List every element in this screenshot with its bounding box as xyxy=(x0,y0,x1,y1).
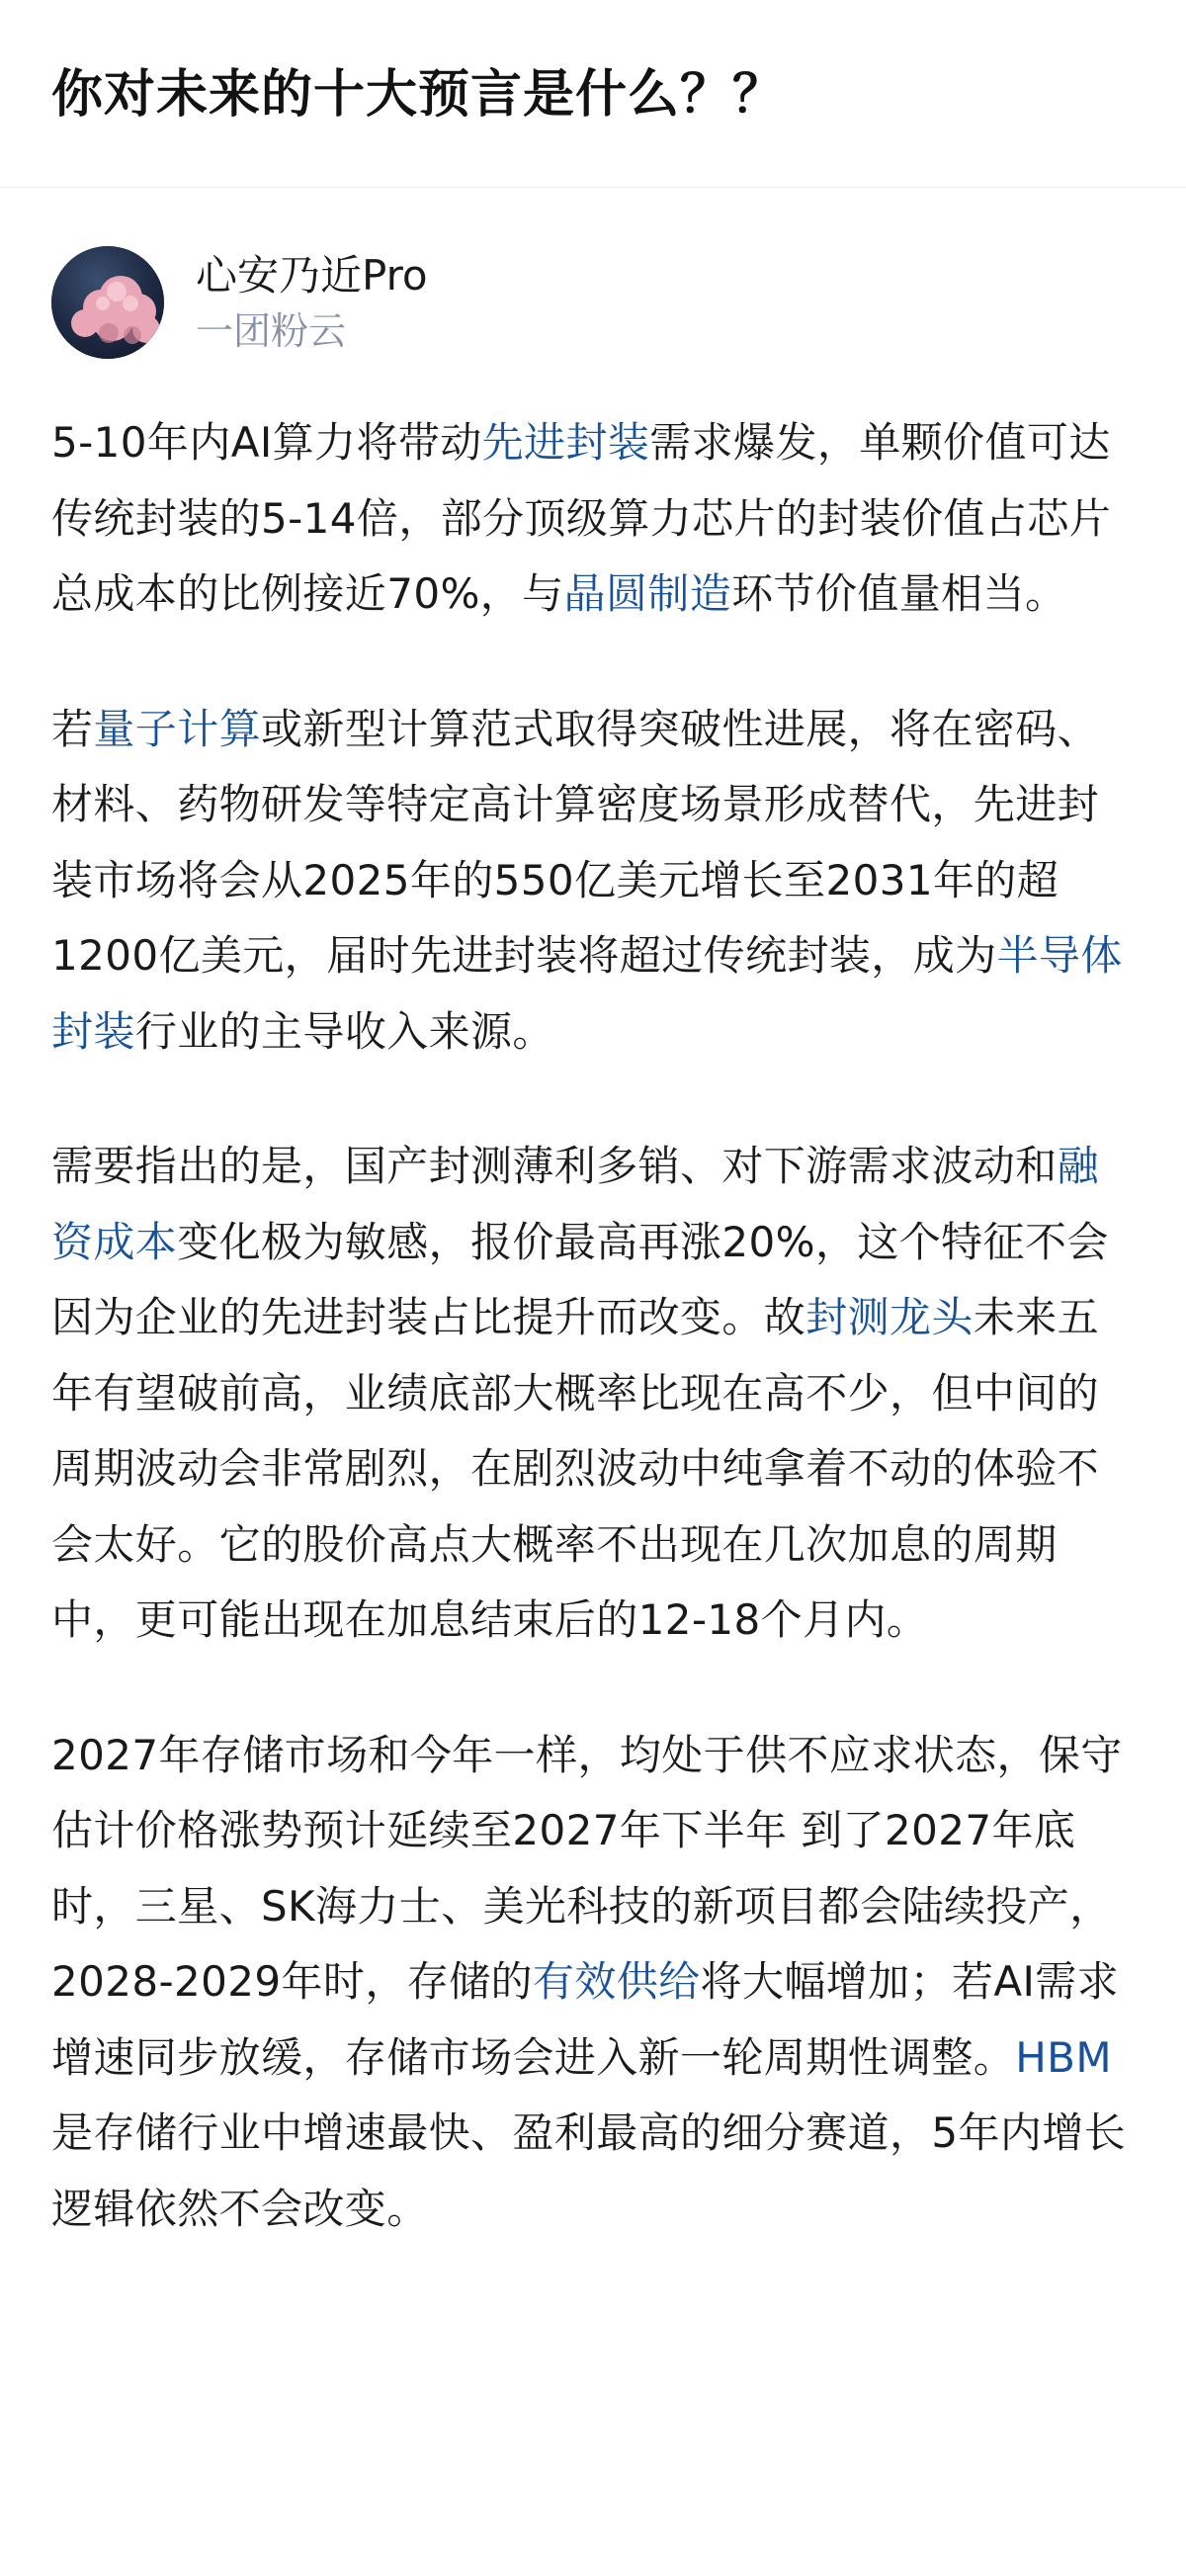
keyword-link[interactable]: 先进封装 xyxy=(481,418,650,467)
paragraph-text: 环节价值量相当。 xyxy=(731,569,1067,618)
keyword-link[interactable]: 半导体封装 xyxy=(51,931,1123,1056)
keyword-link[interactable]: 有效供给 xyxy=(532,1957,701,2006)
author-bio: 一团粉云 xyxy=(196,309,347,353)
keyword-link[interactable]: 量子计算 xyxy=(93,704,262,753)
paragraph-text: 若 xyxy=(51,704,94,753)
keyword-link[interactable]: 封测龙头 xyxy=(805,1293,974,1341)
paragraph-text: 行业的主导收入来源。 xyxy=(134,1006,554,1056)
keyword-link[interactable]: HBM xyxy=(1015,2032,1113,2082)
paragraph-text: 变化极为敏感，报价最高再涨20%，这个特征不会因为企业的先进封装占比提升而改变。故 xyxy=(51,1217,1109,1341)
author-name[interactable]: 心安乃近Pro xyxy=(196,251,428,300)
question-header xyxy=(0,0,1186,188)
paragraph-text: 5-10年内AI算力将带动 xyxy=(51,418,482,467)
paragraph-text: 未来五年有望破前高，业绩底部大概率比现在高不少，但中间的周期波动会非常剧烈，在剧烈波动中纯拿着不动的体验不会太好。它的股价高点大概率不出现在几次加息的周期中，更可能出现在加息结束后的12-18个月内。 xyxy=(51,1293,1100,1644)
answer-card xyxy=(0,188,1186,2247)
keyword-link[interactable]: 晶圆制造 xyxy=(563,569,732,618)
avatar[interactable] xyxy=(51,246,164,359)
author-info xyxy=(51,245,1135,360)
keyword-link[interactable]: 融资成本 xyxy=(51,1142,1100,1266)
answer-body xyxy=(51,405,1135,2247)
paragraph-text: 或新型计算范式取得突破性进展，将在密码、材料、药物研发等特定高计算密度场景形成替代，先进封装市场将会从2025年的550亿美元增长至2031年的超1200亿美元，届时先进封装将超过传统封装，成为 xyxy=(51,704,1100,980)
answer-paragraph xyxy=(51,1129,1135,1659)
author-meta xyxy=(196,247,428,358)
paragraph-text: 需要指出的是，国产封测薄利多销、对下游需求波动和 xyxy=(51,1142,1058,1190)
question-title[interactable]: 你对未来的十大预言是什么？？ xyxy=(51,65,786,125)
answer-paragraph xyxy=(51,692,1135,1071)
avatar-pink-cloud-image xyxy=(51,246,164,359)
paragraph-text: 2027年存储市场和今年一样，均处于供不应求状态，保守估计价格涨势预计延续至2027年下半年 到了2027年底时，三星、SK海力士、美光科技的新项目都会陆续投产，2028-2029年时，存储的 xyxy=(51,1730,1123,2006)
paragraph-text: 将大幅增加；若AI需求增速同步放缓，存储市场会进入新一轮周期性调整。 xyxy=(51,1957,1120,2082)
answer-paragraph xyxy=(51,1718,1135,2248)
paragraph-text: 需求爆发，单颗价值可达传统封装的5-14倍，部分顶级算力芯片的封装价值占芯片总成本的比例接近70%，与 xyxy=(51,418,1112,618)
paragraph-text: 是存储行业中增速最快、盈利最高的细分赛道，5年内增长逻辑依然不会改变。 xyxy=(51,2108,1127,2233)
answer-paragraph xyxy=(51,405,1135,633)
